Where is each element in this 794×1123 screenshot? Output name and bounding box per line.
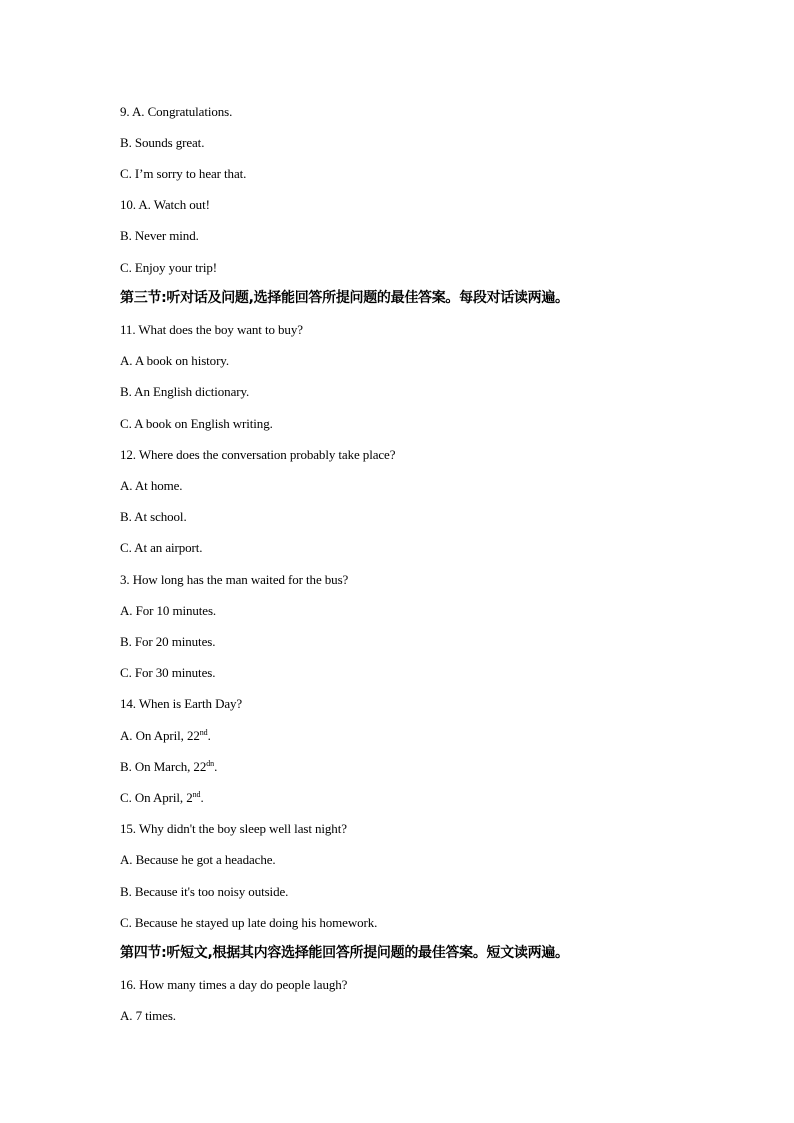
q9-option-c: C. I’m sorry to hear that. [120, 166, 247, 181]
q14-option-c-period: . [200, 790, 204, 805]
q10-option-a: 10. A. Watch out! [120, 197, 210, 212]
q13-question: 3. How long has the man waited for the bus? [120, 572, 349, 587]
q14-option-c [120, 790, 204, 806]
q13-option-a: A. For 10 minutes. [120, 603, 217, 618]
q14-option-c-text: C. On April, 2 [120, 790, 193, 805]
q14-option-b [120, 759, 217, 775]
q11-question: 11. What does the boy want to buy? [120, 322, 303, 337]
q14-option-a-period: . [207, 728, 211, 743]
q11-option-b: B. An English dictionary. [120, 384, 250, 399]
q12-option-c: C. At an airport. [120, 540, 203, 555]
q15-option-c: C. Because he stayed up late doing his homework. [120, 915, 378, 930]
q12-option-b: B. At school. [120, 509, 187, 524]
q11-option-c: C. A book on English writing. [120, 416, 273, 431]
q16-question: 16. How many times a day do people laugh? [120, 977, 348, 992]
q10-option-b: B. Never mind. [120, 228, 199, 243]
q14-option-b-text: B. On March, 22 [120, 759, 207, 774]
q14-option-c-suffix: nd [192, 790, 201, 799]
q15-option-a: A. Because he got a headache. [120, 852, 276, 867]
q9-option-a: 9. A. Congratulations. [120, 104, 233, 119]
q14-option-a [120, 728, 211, 744]
section4-heading: 第四节:听短文,根据其内容选择能回答所提问题的最佳答案。短文读两遍。 [120, 945, 569, 961]
q9-option-b: B. Sounds great. [120, 135, 205, 150]
section3-heading: 第三节:听对话及问题,选择能回答所提问题的最佳答案。每段对话读两遍。 [120, 290, 569, 306]
q14-option-b-suffix: dn [206, 759, 215, 768]
q13-option-c: C. For 30 minutes. [120, 665, 216, 680]
q14-question: 14. When is Earth Day? [120, 696, 243, 711]
q11-option-a: A. A book on history. [120, 353, 230, 368]
q13-option-b: B. For 20 minutes. [120, 634, 216, 649]
q16-option-a: A. 7 times. [120, 1008, 176, 1023]
q14-option-b-period: . [214, 759, 218, 774]
q15-option-b: B. Because it's too noisy outside. [120, 884, 289, 899]
q14-option-a-text: A. On April, 22 [120, 728, 200, 743]
q14-option-a-suffix: nd [199, 728, 208, 737]
q12-option-a: A. At home. [120, 478, 183, 493]
q12-question: 12. Where does the conversation probably take place? [120, 447, 396, 462]
q15-question: 15. Why didn't the boy sleep well last night? [120, 821, 347, 836]
q10-option-c: C. Enjoy your trip! [120, 260, 218, 275]
